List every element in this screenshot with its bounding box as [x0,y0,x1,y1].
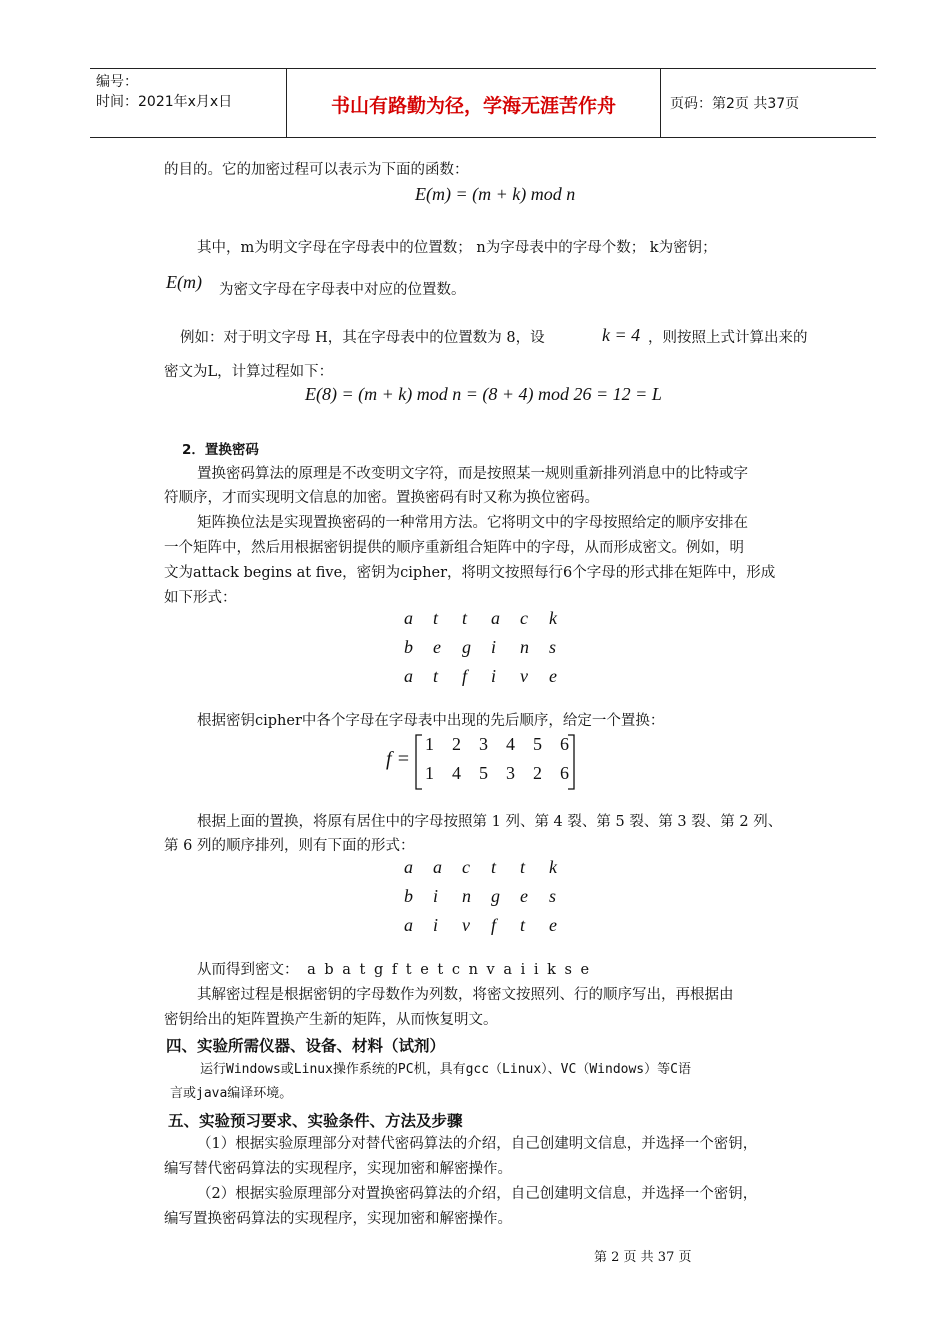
paragraph-matrix-3: 文为attack begins at five，密钥为cipher，将明文按照每行6个字母的形式排在矩阵中，形成 [164,565,776,581]
matrix-cell: b [404,886,413,906]
perm-cell: 4 [506,734,515,754]
matrix-cell: c [462,857,470,877]
paragraph-perm-2: 符顺序，才而实现明文信息的加密。置换密码有时又称为换位密码。 [164,490,599,506]
perm-cell: 2 [533,763,542,783]
matrix-cell: i [491,666,497,686]
perm-cell: 4 [452,763,461,783]
matrix-cell: g [491,886,500,906]
matrix-cell: n [462,886,471,906]
matrix-cell: f [491,915,497,935]
matrix-cell: v [520,666,528,686]
matrix-row [404,915,578,944]
matrix-cell: i [433,886,439,906]
permutation-matrix [416,734,578,792]
matrix-cell: a [404,666,413,686]
matrix-cell: e [549,666,557,686]
matrix-cell: a [433,857,442,877]
matrix-row [404,857,578,886]
matrix-cell: e [520,886,528,906]
paragraph-step-1b: 编写替代密码算法的实现程序，实现加密和解密操作。 [164,1161,512,1177]
perm-cell: 3 [506,763,515,783]
perm-row-top [416,734,578,763]
header-page-info: 页码：第2页 共37页 [670,96,800,112]
matrix-cell: e [433,637,441,657]
perm-cell: 5 [533,734,542,754]
matrix-cell: n [520,637,529,657]
paragraph-step-2b: 编写置换密码算法的实现程序，实现加密和解密操作。 [164,1211,512,1227]
matrix-cell: i [491,637,497,657]
matrix-cell: e [549,915,557,935]
perm-cell: 5 [479,763,488,783]
paragraph-decrypt-2: 密钥给出的矩阵置换产生新的矩阵，从而恢复明文。 [164,1012,498,1028]
matrix-cell: t [433,666,439,686]
matrix-row [404,608,578,637]
matrix-cell: b [404,637,413,657]
matrix-cell: s [549,637,557,657]
perm-cell: 6 [560,734,569,754]
matrix-cell: t [520,915,526,935]
paragraph-perm-1: 置换密码算法的原理是不改变明文字符，而是按照某一规则重新排列消息中的比特或字 [197,466,748,482]
matrix-cell: k [549,857,557,877]
matrix-cell: a [491,608,500,628]
paragraph-env-1: 运行Windows或Linux操作系统的PC机，具有gcc（Linux）、VC（Windows）等C语 [200,1062,691,1077]
paragraph-step-2a: （2）根据实验原理部分对置换密码算法的介绍，自己创建明文信息，并选择一个密钥， [197,1186,758,1202]
matrix-row [404,637,578,666]
paragraph-cipher-result: 从而得到密文： a b a t g f t e t c n v a i i k s e [197,962,590,978]
paragraph-matrix-2: 一个矩阵中，然后用根据密钥提供的顺序重新组合矩阵中的字母，从而形成密文。例如，明 [164,540,744,556]
paragraph-reorder-1: 根据上面的置换，将原有居住中的字母按照第 1 列、第 4 裂、第 5 裂、第 3 裂、第 2 列、 [197,814,783,830]
matrix-cell: v [462,915,470,935]
matrix-cell: i [433,915,439,935]
header-page-cell [661,69,876,137]
plaintext-matrix [404,608,578,695]
matrix-cell: a [404,857,413,877]
matrix-cell: k [549,608,557,628]
formula-k-value: k = 4 [602,325,641,345]
matrix-cell: t [491,857,497,877]
matrix-cell: a [404,915,413,935]
number-label: 编号： [96,74,138,90]
perm-cell: 1 [425,734,434,754]
ciphertext-matrix [404,857,578,944]
header-meta-cell [90,69,287,137]
perm-cell: 3 [479,734,488,754]
section-5-title: 五、实验预习要求、实验条件、方法及步骤 [168,1112,463,1130]
matrix-row [404,666,578,695]
matrix-row [404,886,578,915]
matrix-cell: t [520,857,526,877]
paragraph-example-a: 例如：对于明文字母 H，其在字母表中的位置数为 8，设 [180,330,545,346]
header-motto-cell [287,69,661,137]
perm-f-label: f = [386,748,411,770]
formula-example: E(8) = (m + k) mod n = (8 + 4) mod 26 = 12 = L [305,384,662,404]
section-4-title: 四、实验所需仪器、设备、材料（试剂） [166,1037,446,1055]
formula-encrypt: E(m) = (m + k) mod n [415,184,576,204]
paragraph-matrix-4: 如下形式： [164,590,237,606]
paragraph-env-2: 言或java编译环境。 [170,1086,293,1101]
matrix-cell: t [433,608,439,628]
matrix-cell: c [520,608,528,628]
perm-cell: 6 [560,763,569,783]
time-label: 时间：2021年x月x日 [96,94,233,110]
paragraph-step-1a: （1）根据实验原理部分对替代密码算法的介绍，自己创建明文信息，并选择一个密钥， [197,1136,758,1152]
paragraph-example-b: ，则按照上式计算出来的 [648,330,808,346]
paragraph-key: 根据密钥cipher中各个字母在字母表中出现的先后顺序，给定一个置换： [197,713,665,729]
formula-em-label: E(m) [166,272,202,292]
matrix-cell: t [462,608,468,628]
perm-cell: 2 [452,734,461,754]
matrix-cell: s [549,886,557,906]
matrix-cell: g [462,637,471,657]
paragraph-decrypt-1: 其解密过程是根据密钥的字母数作为列数，将密文按照列、行的顺序写出，再根据由 [197,987,734,1003]
paragraph-intro: 的目的。它的加密过程可以表示为下面的函数： [164,162,469,178]
page-header [90,68,876,138]
subheading-transposition: 2．置换密码 [182,442,259,458]
footer-page-number: 第 2 页 共 37 页 [594,1250,692,1265]
paragraph-reorder-2: 第 6 列的顺序排列，则有下面的形式： [164,838,415,854]
paragraph-matrix-1: 矩阵换位法是实现置换密码的一种常用方法。它将明文中的字母按照给定的顺序安排在 [197,515,748,531]
matrix-cell: a [404,608,413,628]
paragraph-example-c: 密文为L，计算过程如下： [164,364,334,380]
paragraph-where: 其中，m为明文字母在字母表中的位置数； n为字母表中的字母个数； k为密钥； [197,240,717,256]
paragraph-em: 为密文字母在字母表中对应的位置数。 [219,282,466,298]
matrix-cell: f [462,666,468,686]
perm-cell: 1 [425,763,434,783]
header-motto: 书山有路勤为径，学海无涯苦作舟 [330,95,616,117]
perm-row-bottom [416,763,578,792]
